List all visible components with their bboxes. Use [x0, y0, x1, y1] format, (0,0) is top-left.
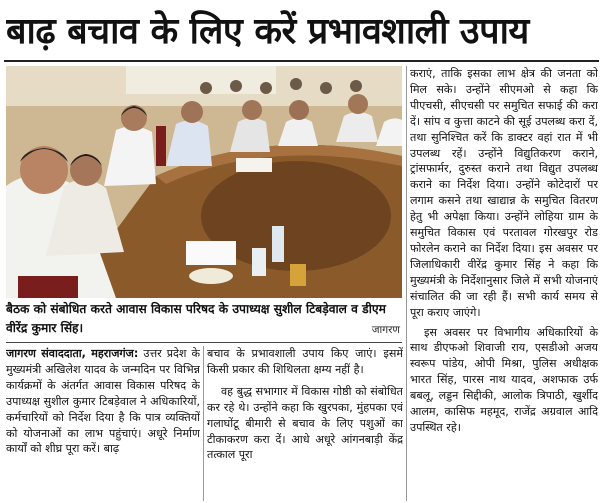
photo-credit: जागरण	[371, 324, 400, 336]
article-column-3	[410, 66, 598, 501]
caption-text: बैठक को संबोधित करते आवास विकास परिषद के उपाध्यक्ष सुशील टिबड़ेवाल व डीएम वीरेंद्र कुमार सिंह।	[6, 302, 386, 335]
column-divider	[406, 66, 407, 501]
column-3-paragraph-1: कराएं, ताकि इसका लाभ क्षेत्र की जनता को मिल सके। उन्होंने सीएमओ से कहा कि पीएचसी, सीएचसी पर समुचित सफाई की करा दें। सांप व कुत्ता काटने की सूई उपलब्ध करा दें, तथा सुनिश्चित करें कि डाक्टर वहां रात में भी उपलब्ध रहें। उन्होंने विद्युतिकरण कराने, ट्रांसफार्मर, दुरुस्त कराने तथा विद्युत उपलब्ध कराने का निर्देश दिया। उन्होंने कोटेदारों पर लगाम कसने तथा खाद्यान्न के समुचित वितरण हेतु भी अपेक्षा किया। उन्होंने लोहिया ग्राम के समुचित विकास एवं परतावल गोरखपुर रोड फोरलेन कराने का निर्देश दिया। इस अवसर पर जिलाधिकारी वीरेंद्र कुमार सिंह ने कहा कि मुख्यमंत्री के निर्देशानुसार जिले में सभी योजनाएं संचालित की जा रही हैं। सभी कार्य समय से पूरा कराए जाएंगे।	[410, 67, 598, 319]
article-column-2	[207, 346, 403, 501]
column-3-paragraph-2: इस अवसर पर विभागीय अधिकारियों के साथ डीएफओ शिवाजी राय, एसडीओ अजय स्वरूप पांडेय, ओपी मिश्रा, पुलिस अधीक्षक भारत सिंह, पारस नाथ यादव, अशफाक उर्फ बबलू, लड्डन सिद्दीकी, आलोक त्रिपाठी, खुर्शीद आलम, कासिफ महमूद, राजेंद्र अग्रवाल आदि उपस्थित रहे।	[410, 325, 598, 434]
headline: बाढ़ बचाव के लिए करें प्रभावशाली उपाय	[6, 11, 529, 52]
article-column-1	[6, 346, 200, 501]
column-divider	[203, 346, 204, 501]
photo-caption	[6, 300, 402, 340]
column-1-text: उत्तर प्रदेश के मुख्यमंत्री अखिलेश यादव के जन्मदिन पर विभिन्न कार्यक्रमों के अंतर्गत आवास विकास परिषद के उपाध्यक्ष सुशील कुमार टिबड़ेवाल ने अधिकारियों, कर्मचारियों को निर्देश दिया है कि पात्र व्यक्तियों को योजनाओं का लाभ पहुंचाएं। अधूरे निर्माण कार्यों को शीघ्र पूरा करें। बाढ़	[6, 347, 200, 456]
column-2-paragraph-1: बचाव के प्रभावशाली उपाय किए जाएं। इसमें किसी प्रकार की शिथिलता क्षम्य नहीं है।	[207, 347, 403, 376]
dateline: जागरण संवाददाता, महराजगंज:	[6, 347, 139, 360]
meeting-photo	[6, 66, 402, 298]
column-2-paragraph-2: वह बुद्ध सभागार में विकास गोष्ठी को संबोधित कर रहे थे। उन्होंने कहा कि खुरपका, मुंहपका एवं गलाघोंटू बीमारी से बचाव के लिए पशुओं का टीकाकरण करा दें। आधे अधूरे आंगनबाड़ी केंद्र तत्काल पूरा	[207, 384, 403, 462]
caption-rule	[6, 342, 402, 343]
headline-rule	[4, 60, 599, 62]
